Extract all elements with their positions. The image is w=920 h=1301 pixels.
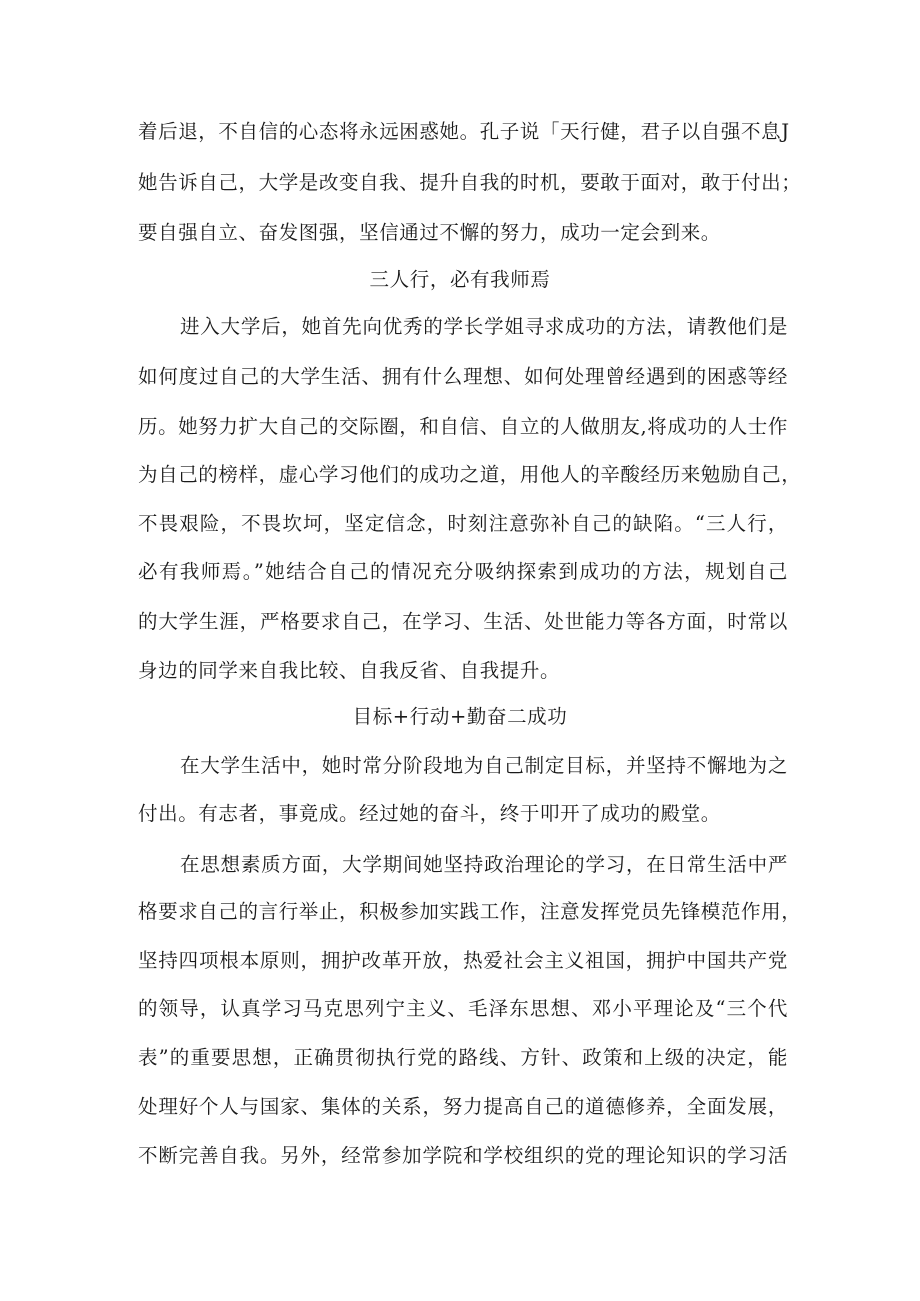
- paragraph-line: 处理好个人与国家、集体的关系，努力提高自己的道德修养，全面发展，: [138, 1095, 788, 1118]
- paragraph-line: 付出。有志者，事竟成。经过她的奋斗，终于叩开了成功的殿堂。: [138, 802, 721, 825]
- paragraph-line: 的大学生涯，严格要求自己，在学习、生活、处世能力等各方面，时常以: [138, 610, 788, 633]
- paragraph-line: 在大学生活中，她时常分阶段地为自己制定目标，并坚持不懈地为之: [180, 754, 788, 777]
- paragraph-line: 如何度过自己的大学生活、拥有什么理想、如何处理曾经遇到的困惑等经: [138, 365, 788, 388]
- section-heading: 目标+行动+勤奋二成功: [352, 705, 568, 728]
- paragraph-line: 在思想素质方面，大学期间她坚持政治理论的学习，在日常生活中严: [180, 853, 788, 876]
- paragraph-line: 身边的同学来自我比较、自我反省、自我提升。: [138, 659, 561, 682]
- paragraph-line: 她告诉自己，大学是改变自我、提升自我的时机，要敢于面对，敢于付出；: [138, 171, 802, 194]
- paragraph-line: 必有我师焉。”她结合自己的情况充分吸纳探索到成功的方法，规划自己: [138, 560, 788, 583]
- paragraph-line: 不畏艰险，不畏坎坷，坚定信念，时刻注意弥补自己的缺陷。“三人行，: [138, 512, 788, 535]
- paragraph-line: 表”的重要思想，正确贯彻执行党的路线、方针、政策和上级的决定，能: [138, 1046, 788, 1069]
- paragraph-line: 坚持四项根本原则，拥护改革开放，热爱社会主义祖国，拥护中国共产党: [138, 949, 788, 972]
- paragraph-line: 不断完善自我。另外，经常参加学院和学校组织的党的理论知识的学习活: [138, 1144, 788, 1167]
- paragraph-line: 着后退，不自信的心态将永远困惑她。孔子说「天行健，君子以自强不息J: [138, 120, 790, 143]
- paragraph-line: 历。她努力扩大自己的交际圈，和自信、自立的人做朋友,将成功的人士作: [138, 415, 788, 438]
- paragraph-line: 进入大学后，她首先向优秀的学长学姐寻求成功的方法，请教他们是: [180, 315, 788, 338]
- paragraph-line: 的领导，认真学习马克思列宁主义、毛泽东思想、邓小平理论及“三个代: [138, 997, 788, 1020]
- paragraph-line: 格要求自己的言行举止，积极参加实践工作，注意发挥党员先锋模范作用，: [138, 900, 802, 923]
- paragraph-line: 要自强自立、奋发图强，坚信通过不懈的努力，成功一定会到来。: [138, 221, 721, 244]
- section-heading: 三人行，必有我师焉: [369, 268, 551, 291]
- paragraph-line: 为自己的榜样，虚心学习他们的成功之道，用他人的辛酸经历来勉励自己，: [138, 463, 802, 486]
